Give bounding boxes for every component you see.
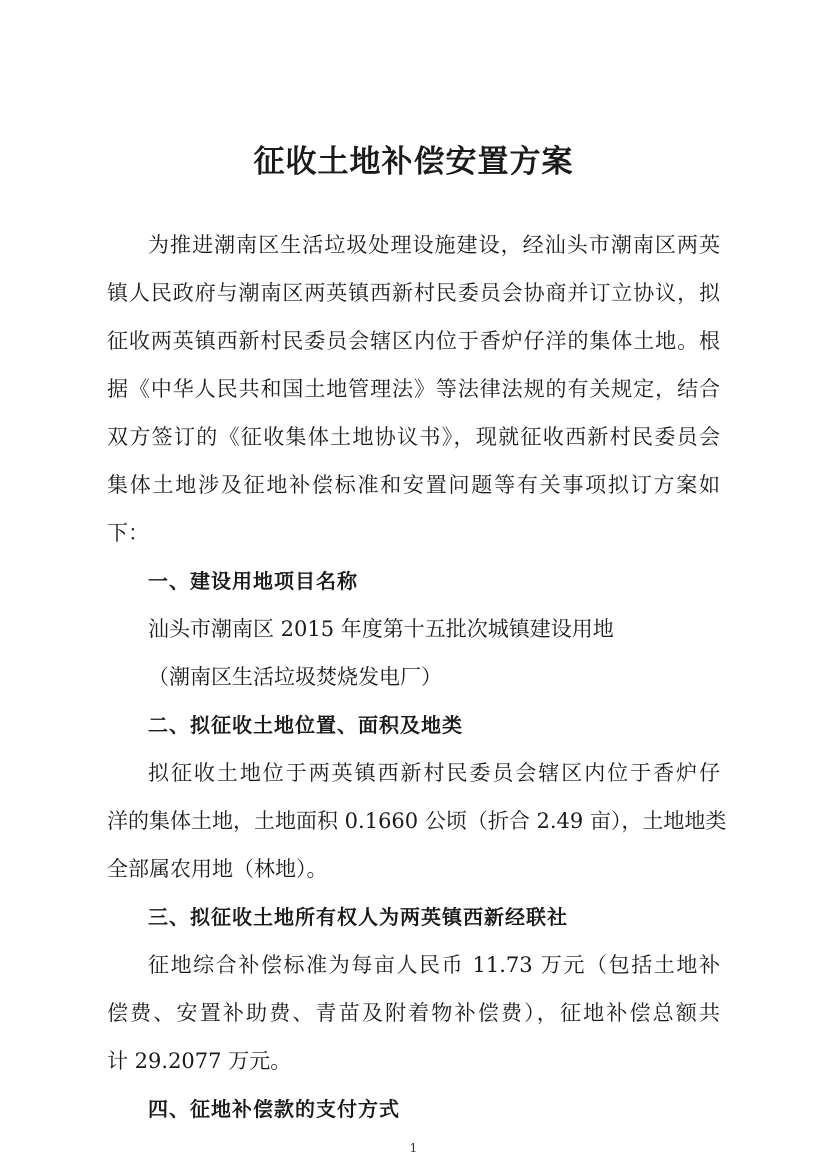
paragraph-line: 征收两英镇西新村民委员会辖区内位于香炉仔洋的集体土地。根 <box>107 329 720 353</box>
section-heading-land-location: 二、拟征收土地位置、面积及地类 <box>148 713 463 737</box>
section-heading-project-name: 一、建设用地项目名称 <box>148 569 358 593</box>
section-line: 计 29.2077 万元。 <box>107 1049 292 1073</box>
paragraph-line: 据《中华人民共和国土地管理法》等法律法规的有关规定，结合 <box>107 377 720 401</box>
paragraph-line: 下： <box>107 521 149 545</box>
document-title: 征收土地补偿安置方案 <box>253 144 574 180</box>
section-line: 征地综合补偿标准为每亩人民币 11.73 万元（包括土地补 <box>148 953 720 977</box>
section-line: 洋的集体土地，土地面积 0.1660 公顷（折合 2.49 亩），土地地类 <box>107 809 727 833</box>
section-line: 偿费、安置补助费、青苗及附着物补偿费），征地补偿总额共 <box>107 1001 720 1025</box>
section-heading-land-owner: 三、拟征收土地所有权人为两英镇西新经联社 <box>148 905 568 929</box>
section-line: 全部属农用地（林地）。 <box>107 857 328 881</box>
page-number: 1 <box>409 1141 418 1155</box>
section-line: 汕头市潮南区 2015 年度第十五批次城镇建设用地 <box>148 617 614 641</box>
section-line: （潮南区生活垃圾焚烧发电厂） <box>148 665 442 689</box>
paragraph-line: 集体土地涉及征地补偿标准和安置问题等有关事项拟订方案如 <box>107 473 720 497</box>
section-heading-payment-method: 四、征地补偿款的支付方式 <box>148 1097 400 1121</box>
paragraph-line: 为推进潮南区生活垃圾处理设施建设，经汕头市潮南区两英 <box>148 233 720 257</box>
section-line: 拟征收土地位于两英镇西新村民委员会辖区内位于香炉仔 <box>148 761 720 785</box>
paragraph-line: 双方签订的《征收集体土地协议书》，现就征收西新村民委员会 <box>107 425 720 449</box>
paragraph-line: 镇人民政府与潮南区两英镇西新村民委员会协商并订立协议，拟 <box>107 281 720 305</box>
